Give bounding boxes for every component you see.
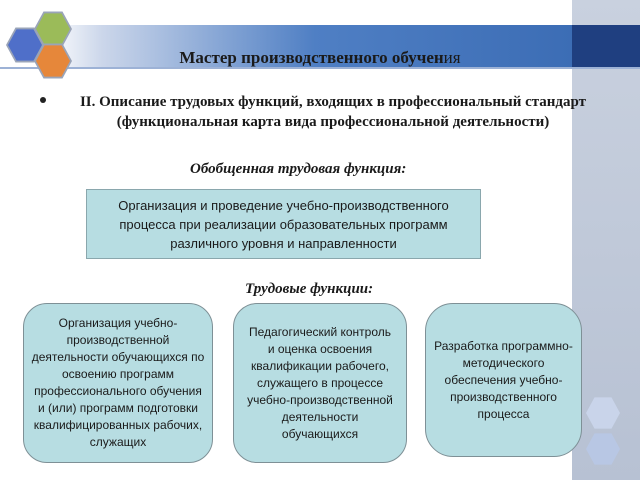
generalized-function-label: Обобщенная трудовая функция: (190, 161, 407, 177)
generalized-function-box (86, 189, 481, 259)
labor-function-box-1 (23, 303, 213, 463)
labor-function-box-3 (425, 303, 582, 457)
logo-hexagons (0, 0, 80, 90)
labor-function-box-2 (233, 303, 407, 463)
bullet-icon (40, 97, 46, 103)
section-heading-text: II. Описание трудовых функций, входящих в профессиональный стандарт (функциональная карта вида профессиональной деятельности) (79, 94, 587, 130)
labor-function-text-1: Организация учебно-производственной деятельности обучающихся по освоению программ профессионального обучения и (или) программ подготовки квалифицированных рабочих, служащих (31, 316, 205, 449)
labor-functions-label: Трудовые функции: (245, 281, 374, 297)
labor-function-text-3: Разработка программно-методического обеспечения учебно-производственного процесса (434, 338, 573, 421)
labor-function-text-2: Педагогический контроль и оценка освоения квалификации рабочего, служащего в процессе учебно-производственной деятельности обучающихся (247, 324, 393, 441)
generalized-function-text: Организация и проведение учебно-производственного процесса при реализации образовательных программ различного уровня и направленности (118, 197, 449, 251)
slide-title: Мастер производственного обучения (179, 48, 461, 67)
